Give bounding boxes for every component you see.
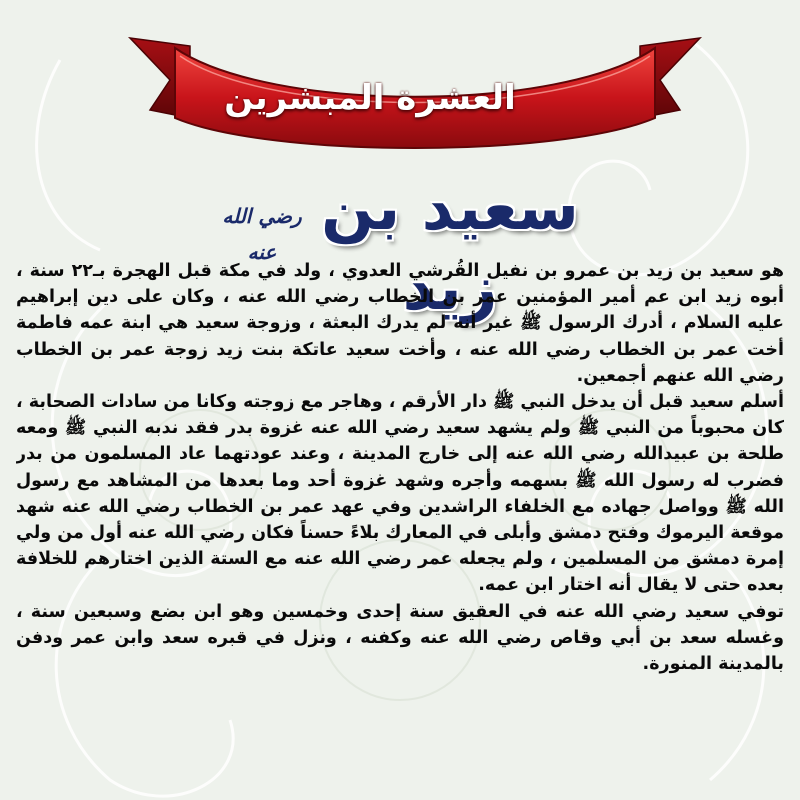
paragraph-islam: أسلم سعيد قبل أن يدخل النبي ﷺ دار الأرقم ، وهاجر مع زوجته وكانا من سادات الصحابة ، كان محبوباً من النبي ﷺ ولم يشهد سعيد رضي الله عنه غزوة بدر فقد ندبه النبي ﷺ ومعه طلحة بن عبيدالله رضي الله عنه إلى خارج المدينة ، وعند عودتهما عاد المسلمون من بدر فضرب له رسول الله ﷺ بسهمه وأجره وشهد غزوة أحد وما بعدها من المشاهد مع رسول الله ﷺ وواصل جهاده مع الخلفاء الراشدين وفي عهد عمر بن الخطاب رضي الله عنه شهد موقعة اليرموك وفتح دمشق وأبلى في المعارك بلاءً حسناً فكان رضي الله عنه أول من ولي إمرة دمشق من المسلمين ، ولم يجعله عمر رضي الله عنه مع الستة الذين اختارهم للخلافة بعده حتى لا يقال أنه اختار ابن عمه. [16,392,784,596]
page-title: سعيد بن زيد [321,171,579,324]
honorific-seal: رضي الله عنه [222,204,302,264]
paragraph-death: توفي سعيد رضي الله عنه في العقيق سنة إحدى وخمسين وهو ابن بضع وسبعين سنة ، وغسله سعد بن أبي وقاص رضي الله عنه وكفنه ، ونزل في قبره سعد وابن عمر ودفن بالمدينة المنورة. [16,601,784,675]
paragraph-lineage: هو سعيد بن زيد بن عمرو بن نفيل القُرشي العدوي ، ولد في مكة قبل الهجرة بـ٢٢ سنة ، أبوه زيد ابن عم أمير المؤمنين عمر بن الخطاب رضي الله عنه ، وكان على دين إبراهيم عليه السلام ، أدرك الرسول ﷺ غير أنه لم يدرك البعثة ، وزوجة سعيد هي ابنة عمه فاطمة أخت عمر بن الخطاب رضي الله عنه ، وأخت سعيد عاتكة بنت زيد زوجة عمر بن الخطاب رضي الله عنهم أجمعين. [16,261,784,386]
banner-title: العشرة المبشرين [224,78,516,118]
biography-text [16,258,784,798]
